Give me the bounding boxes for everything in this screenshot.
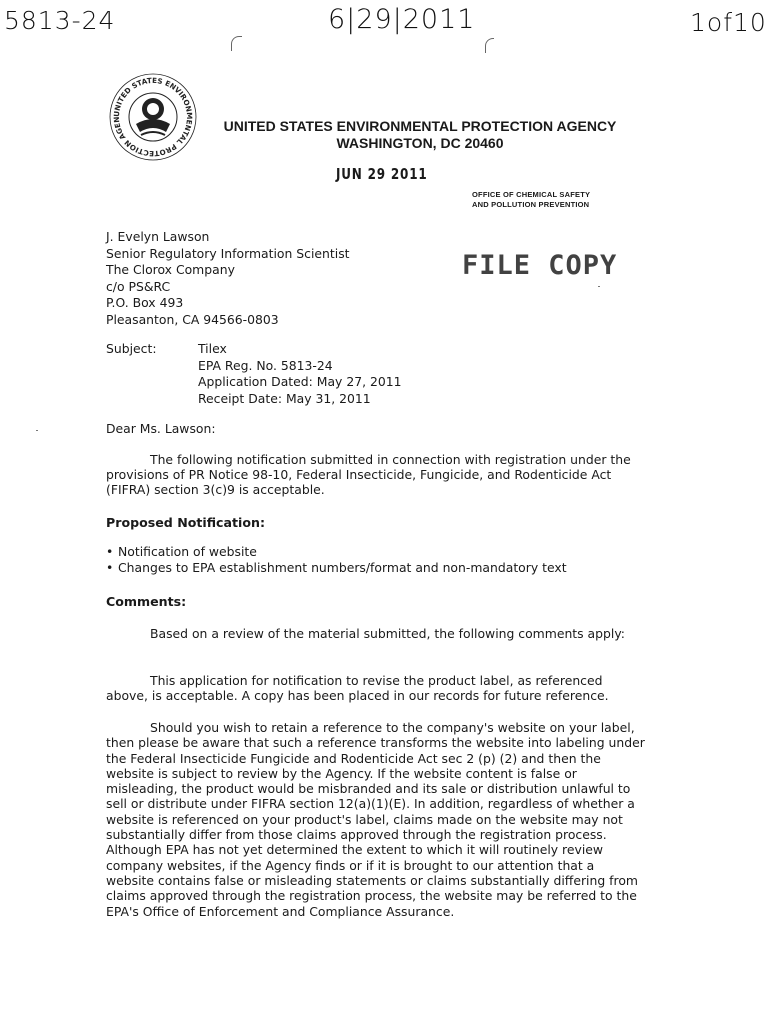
address-line: P.O. Box 493 — [106, 295, 184, 310]
address-line: Pleasanton, CA 94566-0803 — [106, 311, 279, 327]
handwritten-date: 6|29|2011 — [328, 4, 476, 35]
list-item: • Changes to EPA establishment numbers/format and non-mandatory text — [106, 560, 567, 576]
office-name — [472, 190, 590, 210]
subject-line: Receipt Date: May 31, 2011 — [198, 390, 371, 406]
office-line: AND POLLUTION PREVENTION — [472, 200, 590, 209]
comments-paragraph: This application for notification to revise the product label, as referenced above, is acceptable. A copy has been placed in our records for future reference. — [106, 673, 609, 704]
seal-lettering: UNITED STATES ENVIRONMENTAL PROTECTION AGEN — [111, 75, 195, 159]
handwritten-page-count: 1of10 — [690, 8, 767, 37]
received-date-stamp: JUN 29 2011 — [336, 165, 428, 183]
proposed-notification-heading: Proposed Notification: — [106, 515, 266, 530]
subject-details — [198, 341, 402, 407]
comments-heading: Comments: — [106, 594, 187, 609]
address-line: J. Evelyn Lawson — [106, 229, 210, 244]
pen-mark — [485, 38, 494, 53]
agency-address: WASHINGTON, DC 20460 — [336, 135, 504, 151]
subject-line: Application Dated: May 27, 2011 — [198, 374, 402, 389]
notification-list — [106, 544, 567, 576]
subject-label: Subject: — [106, 341, 157, 356]
file-copy-stamp: FILE COPY — [462, 250, 618, 281]
office-line: OFFICE OF CHEMICAL SAFETY — [472, 190, 591, 199]
comments-paragraph: Should you wish to retain a reference to the company's website on your label, then please be aware that such a reference transforms the website into labeling under the Federal Insecticide Fungicide and Rodenticide Act sec 2 (p) (2) and then the website is subject to review by the Agency. If the website content is false or misleading, the product would be misbranded and its sale or distribution unlawful to sell or distribute under FIFRA section 12(a)(1)(E). In addition, regardless of whether a website is referenced on your product's label, claims made on the website may not substantially differ from those claims approved through the registration process. Although EPA has not yet determined the extent to which it will routinely review company websites, if the Agency finds or if it is brought to our attention that a website contains false or misleading statements or claims substantially differing from claims approved through the registration process, the website may be referred to the EPA's Office of Enforcement and Compliance Assurance. — [106, 720, 645, 919]
address-line: c/o PS&RC — [106, 278, 171, 294]
address-line: The Clorox Company — [106, 262, 235, 277]
pen-mark — [231, 36, 242, 51]
comments-paragraph: Based on a review of the material submitted, the following comments apply: — [150, 626, 625, 641]
salutation: Dear Ms. Lawson: — [106, 421, 216, 436]
subject-line: Tilex — [198, 341, 227, 356]
scan-speck — [598, 286, 600, 287]
subject-line: EPA Reg. No. 5813-24 — [198, 357, 333, 373]
intro-paragraph: The following notification submitted in connection with registration under the provisions of PR Notice 98-10, Federal Insecticide, Fungicide, and Rodenticide Act (FIFRA) section 3(c)9 is acceptable. — [106, 452, 631, 498]
recipient-address — [106, 229, 350, 328]
address-line: Senior Regulatory Information Scientist — [106, 245, 350, 261]
list-item: • Notification of website — [106, 544, 567, 560]
scan-speck — [36, 430, 38, 431]
handwritten-reg-number: 5813-24 — [4, 6, 116, 35]
agency-name: UNITED STATES ENVIRONMENTAL PROTECTION AGENCY — [223, 118, 617, 134]
